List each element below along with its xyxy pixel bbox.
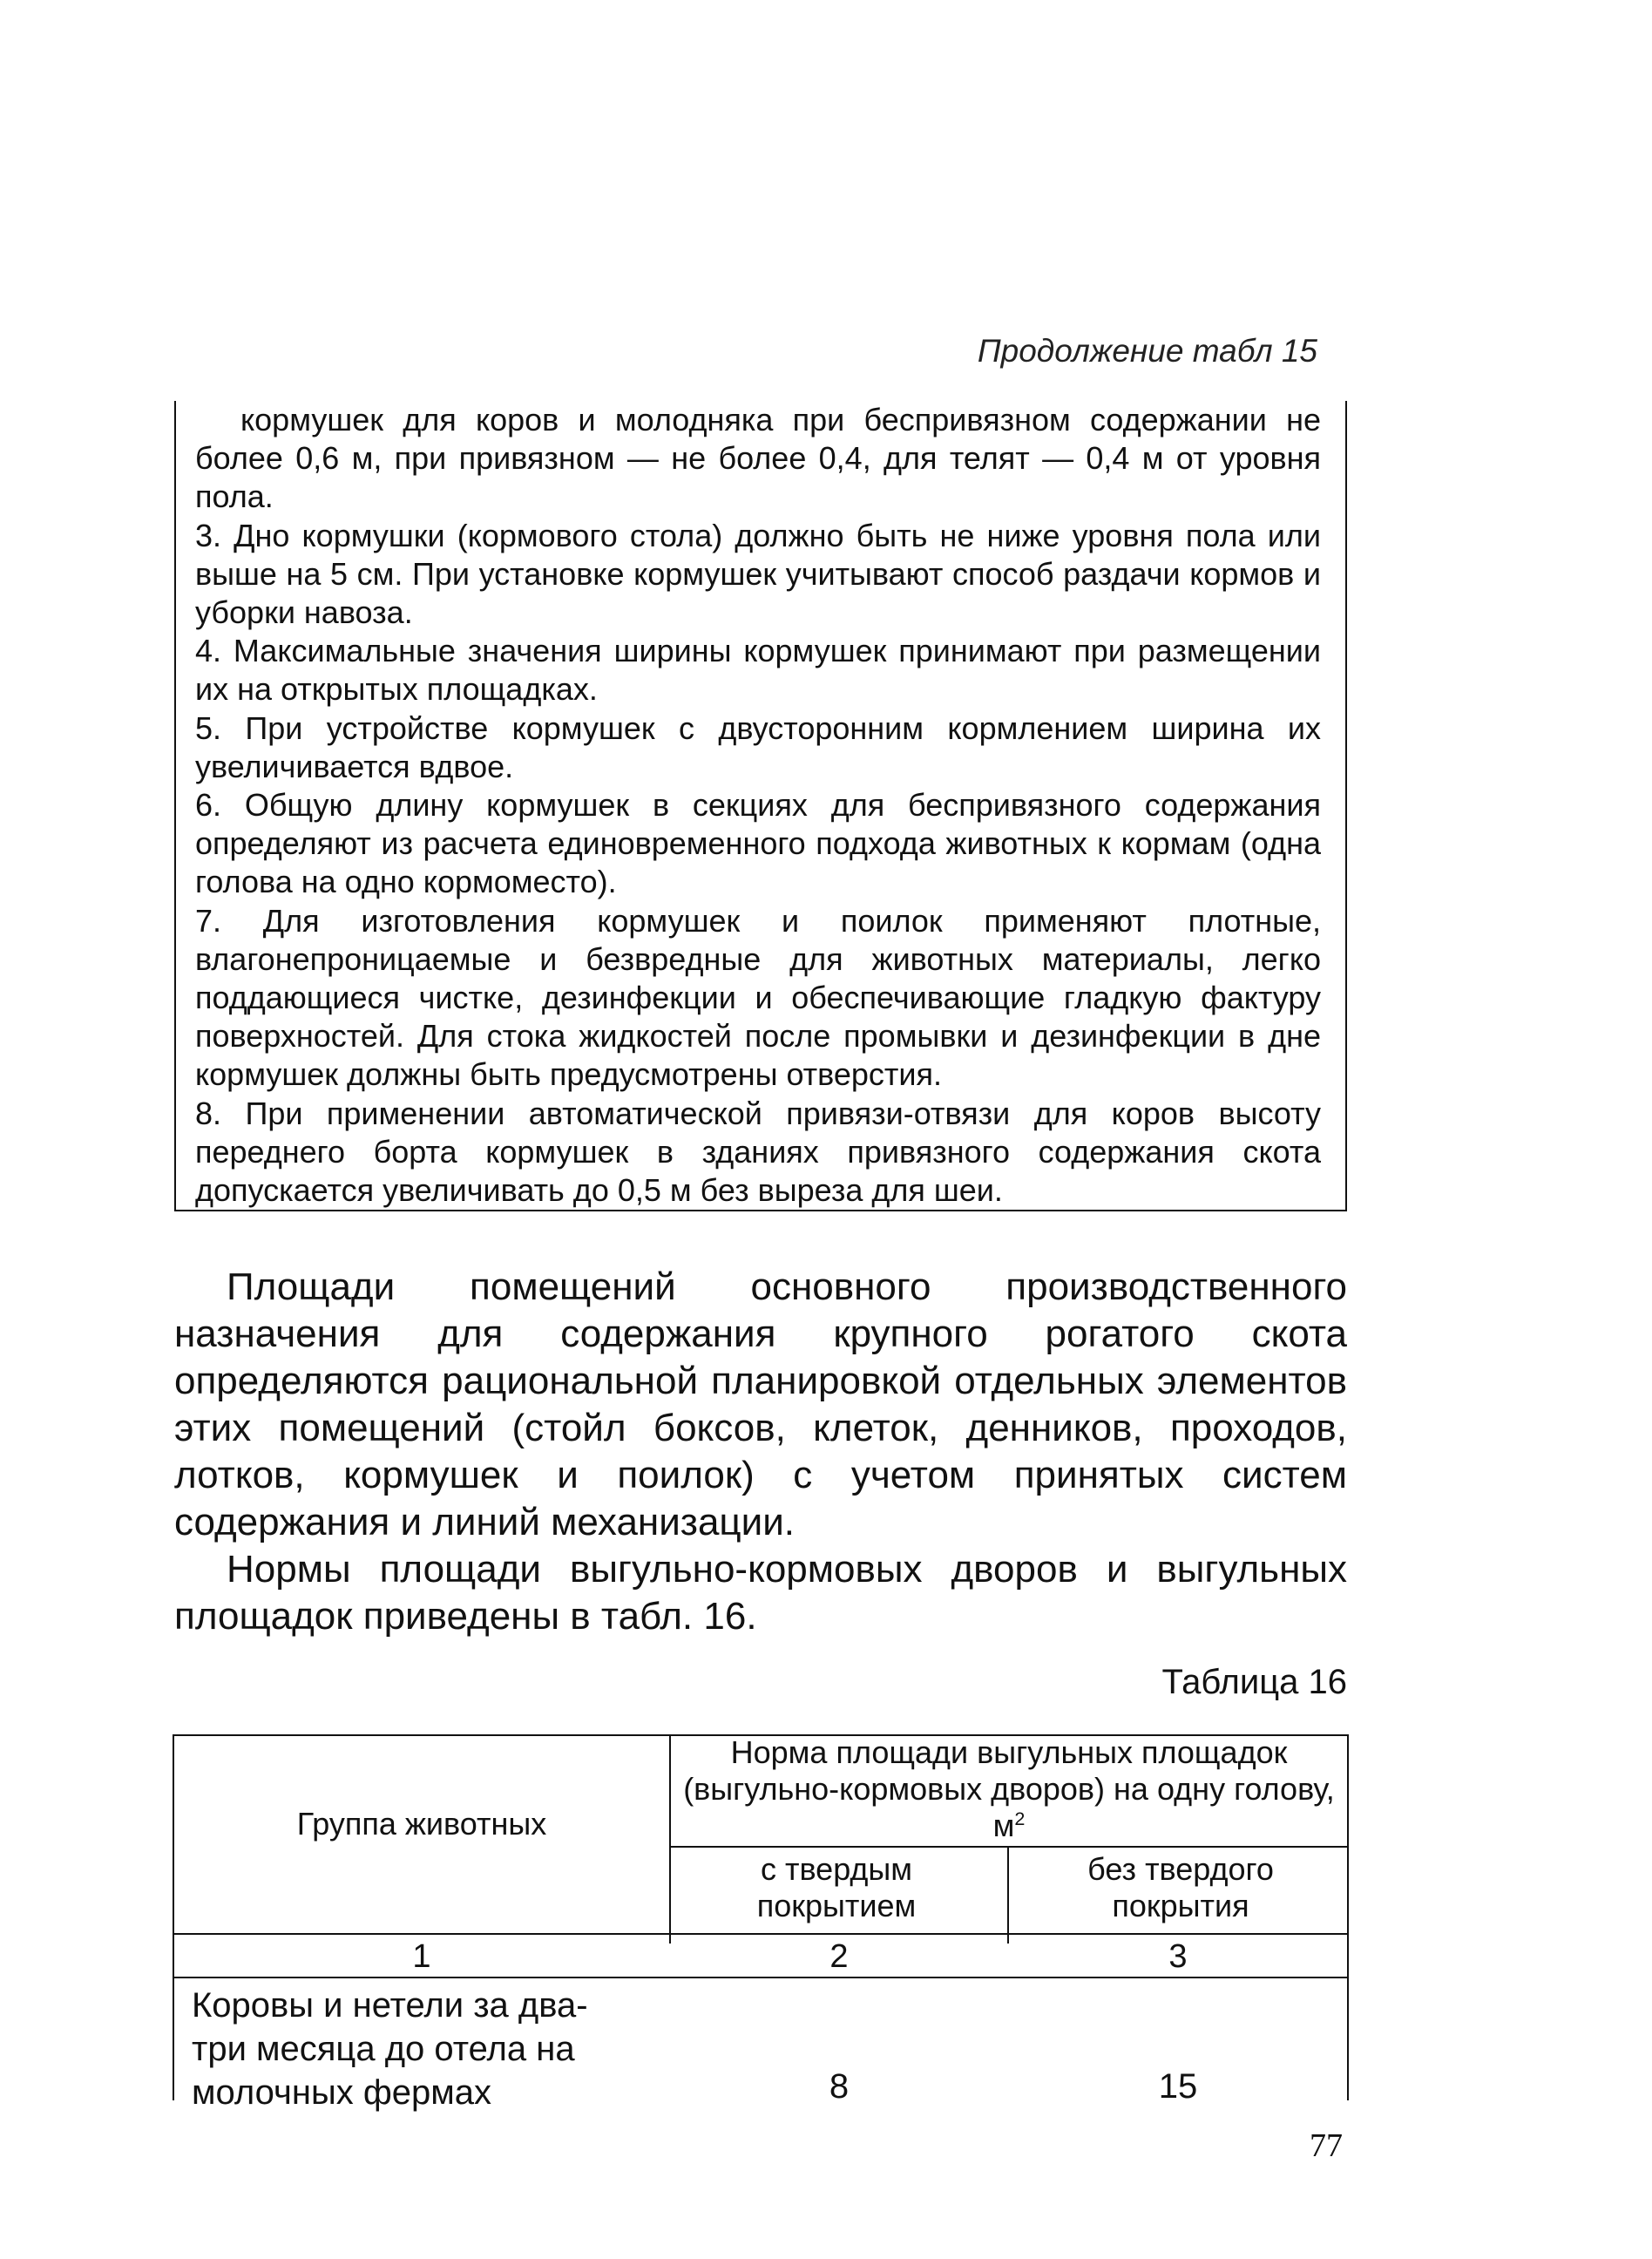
- col2-header: с твердым покрытием: [756, 1851, 917, 1923]
- table-divider-numbers-bottom: [173, 1977, 1349, 1978]
- table-row-soft-value: 15: [1158, 2067, 1198, 2106]
- table-divider-header-bottom: [173, 1933, 1349, 1935]
- table-divider-col2: [1007, 1846, 1009, 1944]
- body-paragraph-1: Площади помещений основного производственного назначения для содержания крупного рогатого скота определяются рациональной планировкой отдельных элементов этих помещений (стойл боксов, клеток, денников, проходов, лотков, кормушек и поилок) с учетом принятых систем содержания и линий механизации.: [174, 1265, 1347, 1543]
- table-row-hard-value: 8: [829, 2067, 850, 2106]
- note-item-7: 7. Для изготовления кормушек и поилок применяют плотные, влагонепроницаемые и безвредные для животных материалы, легко поддающиеся чистке, дезинфекции и обеспечивающие гладкую фактуру поверхностей. Для стока жидкостей после промывки и дезинфекции в дне кормушек должны быть предусмотрены отверстия.: [195, 902, 1321, 1093]
- table-16-caption: Таблица 16: [1161, 1663, 1347, 1701]
- table-border-right: [1347, 1734, 1349, 2100]
- note-item-6: 6. Общую длину кормушек в секциях для беспривязного содержания определяют из расчета единовременного подхода животных к кормам (одна голова на одно кормоместо).: [195, 787, 1321, 900]
- col-number-1: 1: [412, 1938, 431, 1975]
- table-continuation-label: Продолжение табл 15: [977, 333, 1317, 369]
- note-continued-text: кормушек для коров и молодняка при беспривязном содержании не более 0,6 м, при привязном — не более 0,4, для телят — 0,4 м от уровня пола.: [195, 402, 1321, 515]
- page-number: 77: [1310, 2127, 1343, 2164]
- table-15-notes: [174, 401, 1347, 1211]
- table-row-group: Коровы и нетели за два-три месяца до отела на молочных фермах: [192, 1986, 588, 2112]
- note-item-8: 8. При применении автоматической привязи-отвязи для коров высоту переднего борта кормушек в зданиях привязного содержания скота допускается увеличивать до 0,5 м без выреза для шеи.: [195, 1095, 1321, 1209]
- col-number-2: 2: [829, 1938, 849, 1975]
- col3-header: без твердого покрытия: [1087, 1851, 1274, 1923]
- group-header: [671, 1734, 1347, 1844]
- table-divider-subheader: [669, 1846, 1349, 1848]
- body-text: [174, 1264, 1347, 1640]
- note-item-5: 5. При устройстве кормушек с двусторонним кормлением ширина их увеличивается вдвое.: [195, 709, 1321, 784]
- col-number-3: 3: [1168, 1938, 1188, 1975]
- col1-header: Группа животных: [296, 1806, 547, 1842]
- body-paragraph-2: Нормы площади выгульно-кормовых дворов и выгульных площадок приведены в табл. 16.: [174, 1548, 1347, 1638]
- group-header-text: Норма площади выгульных площадок (выгульно-кормовых дворов) на одну голову, м: [683, 1734, 1335, 1843]
- group-header-unit-exponent: 2: [1014, 1808, 1026, 1829]
- table-border-left: [173, 1734, 174, 2100]
- note-item-4: 4. Максимальные значения ширины кормушек принимают при размещении их на открытых площадках.: [195, 633, 1321, 708]
- note-item-3: 3. Дно кормушки (кормового стола) должно быть не ниже уровня пола или выше на 5 см. При установке кормушек учитывают способ раздачи кормов и уборки навоза.: [195, 517, 1321, 631]
